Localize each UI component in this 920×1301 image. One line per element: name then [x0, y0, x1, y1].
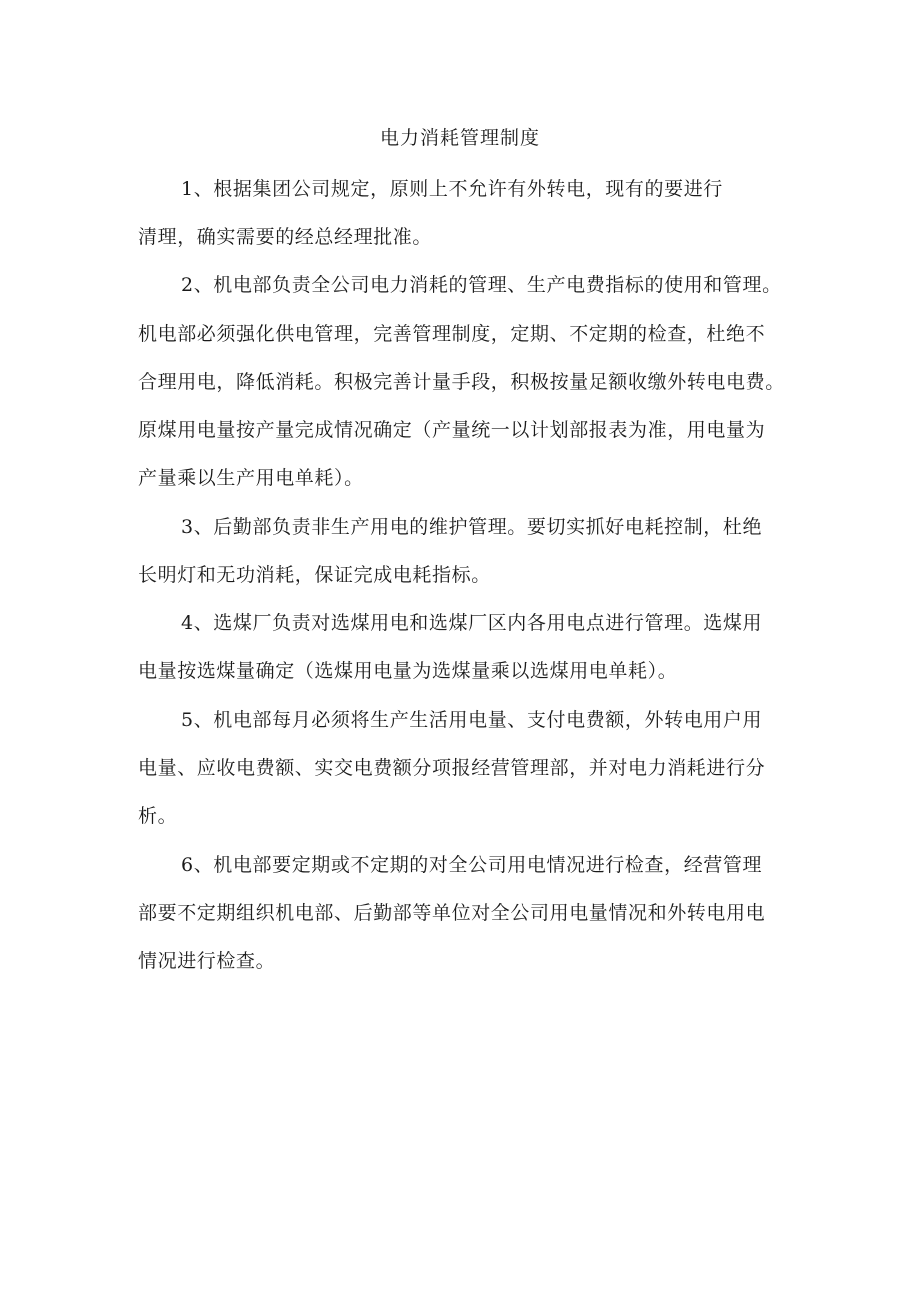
paragraph-6-line-1: 6、机电部要定期或不定期的对全公司用电情况进行检查，经营管理 — [181, 854, 763, 876]
paragraph-2-line-1: 2、机电部负责全公司电力消耗的管理、生产电费指标的使用和管理。 — [181, 274, 782, 296]
paragraph-5-line-2: 电量、应收电费额、实交电费额分项报经营管理部，并对电力消耗进行分 — [138, 757, 766, 779]
paragraph-1-line-1: 1、根据集团公司规定，原则上不允许有外转电，现有的要进行 — [181, 178, 723, 200]
paragraph-5-line-3: 析。 — [138, 805, 178, 827]
document-title: 电力消耗管理制度 — [379, 127, 540, 149]
paragraph-5-line-1: 5、机电部每月必须将生产生活用电量、支付电费额，外转电用户用 — [181, 709, 763, 731]
paragraph-3-line-2: 长明灯和无功消耗，保证完成电耗指标。 — [138, 564, 491, 586]
paragraph-2-line-3: 合理用电，降低消耗。积极完善计量手段，积极按量足额收缴外转电电费。 — [138, 371, 785, 393]
paragraph-2-line-4: 原煤用电量按产量完成情况确定（产量统一以计划部报表为准，用电量为 — [138, 419, 766, 441]
paragraph-4-line-1: 4、选煤厂负责对选煤用电和选煤厂区内各用电点进行管理。选煤用 — [181, 612, 763, 634]
paragraph-3-line-1: 3、后勤部负责非生产用电的维护管理。要切实抓好电耗控制，杜绝 — [181, 516, 763, 538]
paragraph-6-line-2: 部要不定期组织机电部、后勤部等单位对全公司用电量情况和外转电用电 — [138, 902, 766, 924]
paragraph-6-line-3: 情况进行检查。 — [138, 950, 276, 972]
paragraph-1-line-2: 清理，确实需要的经总经理批准。 — [138, 226, 433, 248]
paragraph-2-line-5: 产量乘以生产用电单耗）。 — [138, 467, 364, 489]
paragraph-2-line-2: 机电部必须强化供电管理，完善管理制度，定期、不定期的检查，杜绝不 — [138, 323, 766, 345]
paragraph-4-line-2: 电量按选煤量确定（选煤用电量为选煤量乘以选煤用电单耗）。 — [138, 660, 678, 682]
